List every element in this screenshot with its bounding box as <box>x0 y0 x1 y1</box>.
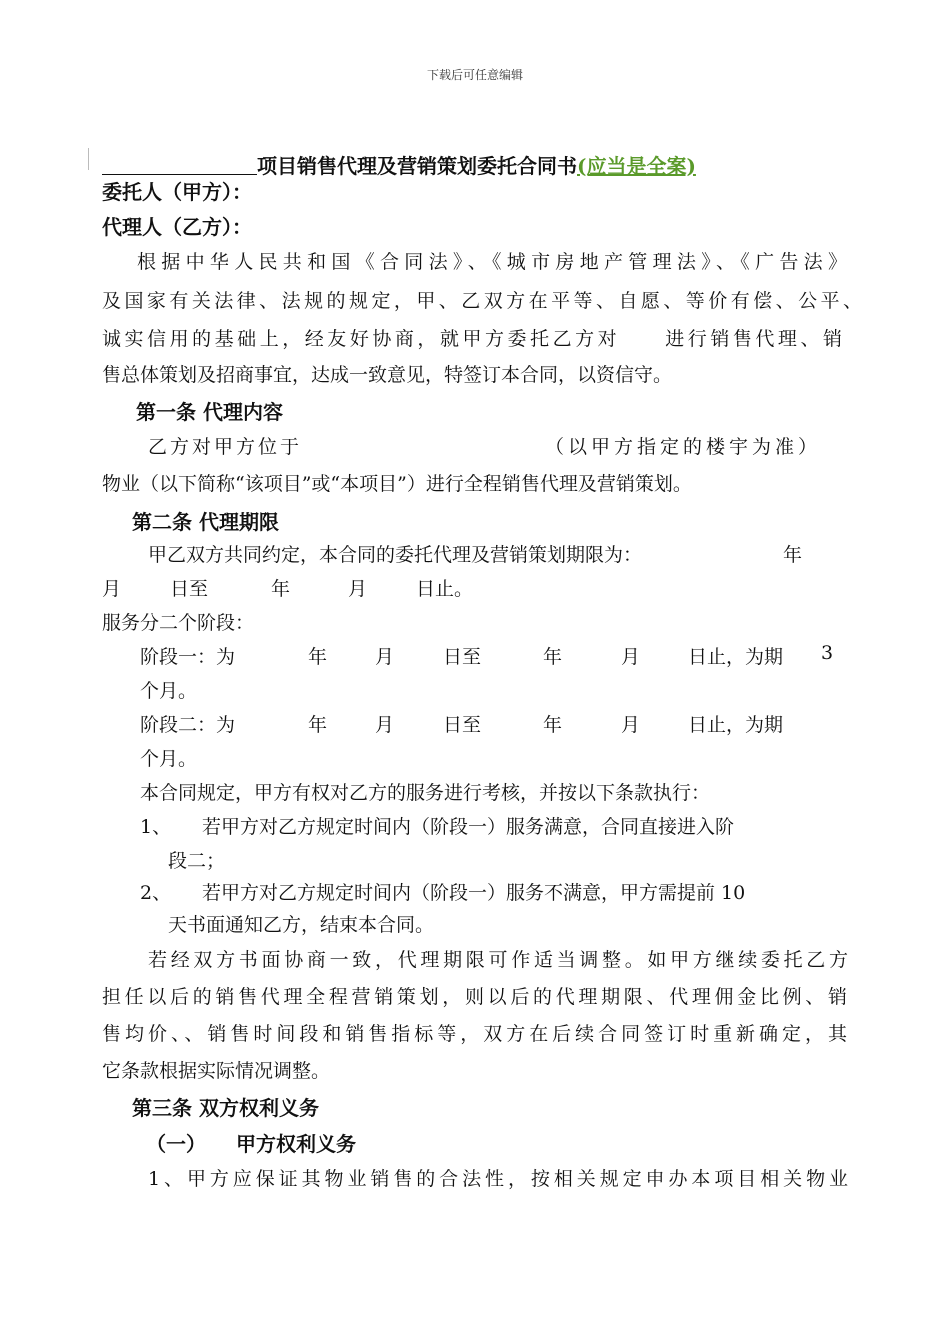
stage1-field: 年 <box>543 646 563 668</box>
page-header: 下载后可任意编辑 <box>426 68 523 82</box>
stage1-field: 月 <box>375 646 395 668</box>
stage2-field: 年 <box>308 714 328 736</box>
margin-mark <box>88 148 90 170</box>
subsection1-number: （一） <box>146 1132 206 1156</box>
assessment-text: 本合同规定，甲方有权对乙方的服务进行考核，并按以下条款执行： <box>140 782 711 804</box>
stage2-field: 月 <box>375 714 395 736</box>
preamble-line: 售总体策划及招商事宜，达成一致意见，特签订本合同，以资信守。 <box>102 364 673 386</box>
term-field: 年 <box>271 578 291 600</box>
preamble-line: 及国家有关法律、法规的规定，甲、乙双方在平等、自愿、等价有偿、公平、 <box>102 290 862 312</box>
stage1-field: 年 <box>308 646 328 668</box>
stage2-field: 阶段二：为 <box>140 714 236 736</box>
principal-label: 委托人（甲方）： <box>102 180 252 204</box>
subsection1-title: 甲方权利义务 <box>236 1132 356 1156</box>
article2-heading: 第二条 代理期限 <box>132 510 279 534</box>
stage1-field: 3 <box>821 642 834 664</box>
stage1-field: 阶段一：为 <box>140 646 236 668</box>
article3-heading: 第三条 双方权利义务 <box>132 1096 319 1120</box>
document-title <box>102 150 696 179</box>
article1-line: （以甲方指定的楼宇为准） <box>545 436 822 458</box>
item1-number: 1、 <box>140 816 172 838</box>
stage2-field: 年 <box>543 714 563 736</box>
term-field: 月 <box>348 578 368 600</box>
stage2-field: 月 <box>621 714 641 736</box>
adjust-line: 售均价、、销售时间段和销售指标等，双方在后续合同签订时重新确定，其 <box>102 1023 847 1045</box>
article1-heading: 第一条 代理内容 <box>136 400 283 424</box>
article1-line: 物业（以下简称“该项目”或“本项目”）进行全程销售代理及营销策划。 <box>102 473 692 495</box>
item2-number: 2、 <box>140 882 172 904</box>
stage1-field: 月 <box>621 646 641 668</box>
stage2-field: 日至 <box>443 714 482 736</box>
title-main: 项目销售代理及营销策划委托合同书 <box>257 154 577 178</box>
title-blank-line <box>102 156 257 175</box>
item2-text: 天书面通知乙方，结束本合同。 <box>168 914 435 936</box>
preamble-line: 诚实信用的基础上，经友好协商，就甲方委托乙方对 进行销售代理、销 <box>102 328 842 350</box>
term-line: 甲乙双方共同约定，本合同的委托代理及营销策划期限为： <box>148 544 643 566</box>
stage1-end: 个月。 <box>140 680 198 702</box>
item2-text: 若甲方对乙方规定时间内（阶段一）服务不满意，甲方需提前 10 <box>202 882 746 904</box>
adjust-line: 担任以后的销售代理全程营销策划，则以后的代理期限、代理佣金比例、销 <box>102 986 847 1008</box>
obligation-item: 1、甲方应保证其物业销售的合法性，按相关规定申办本项目相关物业 <box>148 1168 848 1190</box>
term-year: 年 <box>783 544 803 566</box>
stage2-end: 个月。 <box>140 748 198 770</box>
term-field: 日止。 <box>416 578 474 600</box>
item1-text: 段二； <box>168 850 226 872</box>
preamble-line: 根据中华人民共和国《合同法》、《城市房地产管理法》、《广告法》 <box>137 251 847 273</box>
stage2-field: 日止，为期 <box>688 714 784 736</box>
agent-label: 代理人（乙方）： <box>102 215 252 239</box>
adjust-line: 若经双方书面协商一致，代理期限可作适当调整。如甲方继续委托乙方 <box>148 949 848 971</box>
item1-text: 若甲方对乙方规定时间内（阶段一）服务满意，合同直接进入阶 <box>202 816 735 838</box>
title-note: (应当是全案) <box>577 154 696 178</box>
stage1-field: 日至 <box>443 646 482 668</box>
stage1-field: 日止，为期 <box>688 646 784 668</box>
article1-line: 乙方对甲方位于 <box>148 436 303 458</box>
term-field: 日至 <box>170 578 209 600</box>
term-field: 月 <box>102 578 122 600</box>
adjust-line: 它条款根据实际情况调整。 <box>102 1060 331 1082</box>
stages-intro: 服务分二个阶段： <box>102 612 255 634</box>
